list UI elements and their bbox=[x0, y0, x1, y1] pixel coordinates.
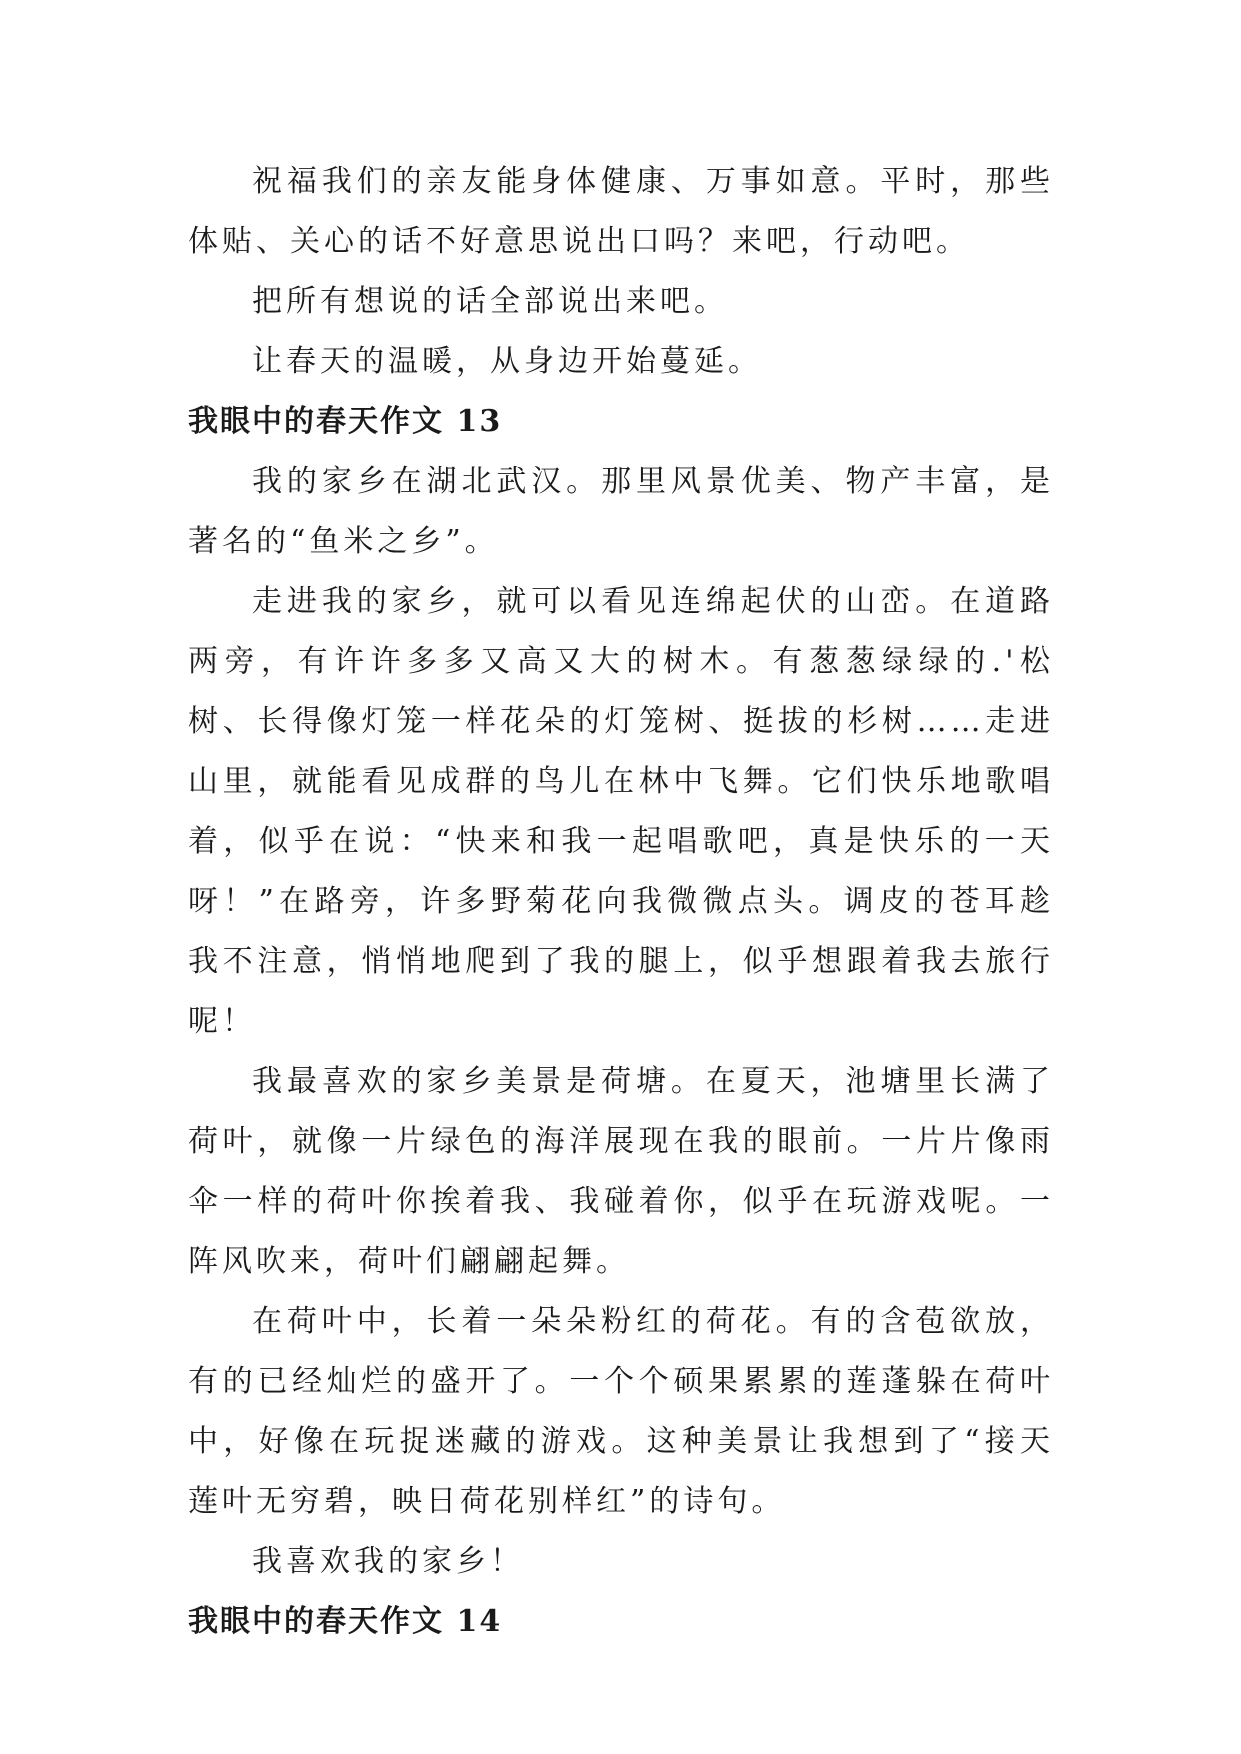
paragraph-3: 让春天的温暖，从身边开始蔓延。 bbox=[252, 344, 762, 379]
paragraph-4: 我的家乡在湖北武汉。那里风景优美、物产丰富，是著名的“鱼米之乡”。 bbox=[188, 464, 1054, 559]
paragraph-8: 我喜欢我的家乡！ bbox=[252, 1544, 524, 1579]
paragraph-6: 我最喜欢的家乡美景是荷塘。在夏天，池塘里长满了荷叶，就像一片绿色的海洋展现在我的眼前。一片片像雨伞一样的荷叶你挨着我、我碰着你，似乎在玩游戏呢。一阵风吹来，荷叶们翩翩起舞。 bbox=[188, 1064, 1054, 1279]
paragraph-5: 走进我的家乡，就可以看见连绵起伏的山峦。在道路两旁，有许许多多又高又大的树木。有葱葱绿绿的.'松树、长得像灯笼一样花朵的灯笼树、挺拔的杉树……走进山里，就能看见成群的鸟儿在林中飞舞。它们快乐地歌唱着，似乎在说：“快来和我一起唱歌吧，真是快乐的一天呀！”在路旁，许多野菊花向我微微点头。调皮的苍耳趁我不注意，悄悄地爬到了我的腿上，似乎想跟着我去旅行呢！ bbox=[188, 584, 1054, 1039]
document-page bbox=[188, 152, 1054, 1652]
paragraph-1: 祝福我们的亲友能身体健康、万事如意。平时，那些体贴、关心的话不好意思说出口吗？来吧，行动吧。 bbox=[188, 164, 1054, 259]
paragraph-7: 在荷叶中，长着一朵朵粉红的荷花。有的含苞欲放，有的已经灿烂的盛开了。一个个硕果累累的莲蓬躲在荷叶中，好像在玩捉迷藏的游戏。这种美景让我想到了“接天莲叶无穷碧，映日荷花别样红”的诗句。 bbox=[188, 1304, 1054, 1519]
paragraph-2: 把所有想说的话全部说出来吧。 bbox=[252, 284, 728, 319]
section-heading-13: 我眼中的春天作文 13 bbox=[188, 404, 503, 439]
section-heading-14: 我眼中的春天作文 14 bbox=[188, 1604, 503, 1639]
